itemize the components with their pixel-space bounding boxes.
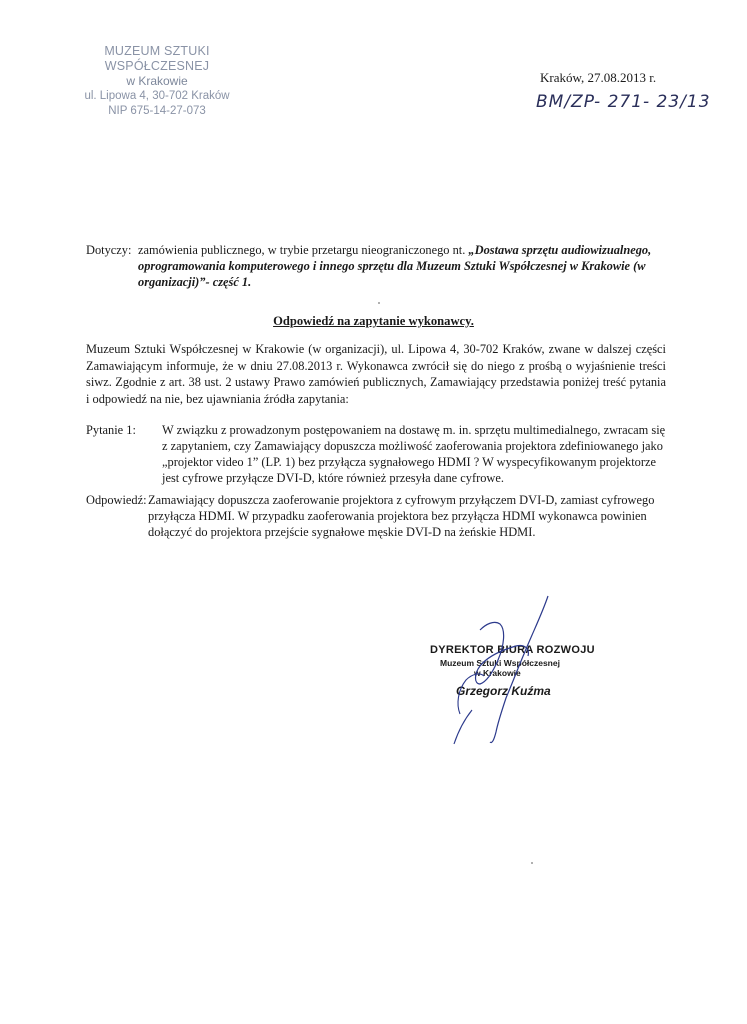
answer-block [86, 492, 666, 540]
letterhead-org-name: MUZEUM SZTUKI WSPÓŁCZESNEJ [104, 44, 210, 73]
question-text: W związku z prowadzonym postępowaniem na dostawę m. in. sprzętu multimedialnego, zwracam się z zapytaniem, czy Zamawiający dopuszcza możliwość zaoferowania projektora zdefiniowanego jako „projektor video 1” (LP. 1) bez przyłącza sygnałowego HDMI ? W wyspecyfikowanym projektorze jest cyfrowe przyłącze DVI-D, które również przesyła dane cyfrowe. [162, 423, 666, 485]
handwritten-signature [420, 594, 620, 754]
scan-speck [378, 302, 380, 304]
letterhead-address: ul. Lipowa 4, 30-702 Kraków [84, 90, 230, 102]
answer-label: Odpowiedź: [86, 493, 147, 507]
subject-label: Dotyczy: [86, 243, 132, 257]
stamp-name: Grzegorz Kuźma [456, 684, 551, 698]
signature-block [420, 594, 620, 754]
letterhead-city: w Krakowie [126, 74, 188, 88]
question-label: Pytanie 1: [86, 423, 136, 437]
subject-text-plain: zamówienia publicznego, w trybie przetargu nieograniczonego nt. [138, 243, 466, 257]
intro-paragraph: Muzeum Sztuki Współczesnej w Krakowie (w organizacji), ul. Lipowa 4, 30-702 Kraków, zwane w dalszej części Zamawiającym informuje, że w dniu 27.08.2013 r. Wykonawca zwrócił się do niego z prośbą o wyjaśnienie treści siwz. Zgodnie z art. 38 ust. 2 ustawy Prawo zamówień publicznych, Zamawiający przedstawia poniżej treść pytania i odpowiedź na nie, bez ujawniania źródła zapytania: [86, 342, 666, 406]
letterhead-stamp [52, 44, 262, 119]
answer-text: Zamawiający dopuszcza zaoferowanie projektora z cyfrowym przyłączem DVI-D, zamiast cyfrowego przyłącza HDMI. W przypadku zaoferowania projektora bez przyłącza HDMI wykonawca powinien dołączyć do projektora przejście sygnałowe męskie DVI-D na żeńskie HDMI. [148, 493, 655, 539]
stamp-city: w Krakowie [474, 668, 521, 678]
stamp-org: Muzeum Sztuki Współczesnej [440, 658, 560, 668]
subject-text [138, 242, 666, 290]
document-heading: Odpowiedź na zapytanie wykonawcy. [273, 314, 474, 328]
place-date: Kraków, 27.08.2013 r. [540, 70, 657, 85]
scan-speck [531, 862, 533, 864]
subject-paragraph [86, 242, 666, 290]
subject-text-bold: „Dostawa sprzętu audiowizualnego, oprogramowania komputerowego i innego sprzętu dla Muzeum Sztuki Współczesnej w Krakowie (w organizacji)”- część 1. [138, 243, 652, 289]
handwritten-reference-number: BM/ZP- 271- 23/13 [536, 92, 711, 112]
stamp-title: DYREKTOR BIURA ROZWOJU [430, 644, 595, 656]
letterhead-nip: NIP 675-14-27-073 [108, 105, 206, 117]
question-block [86, 422, 666, 486]
